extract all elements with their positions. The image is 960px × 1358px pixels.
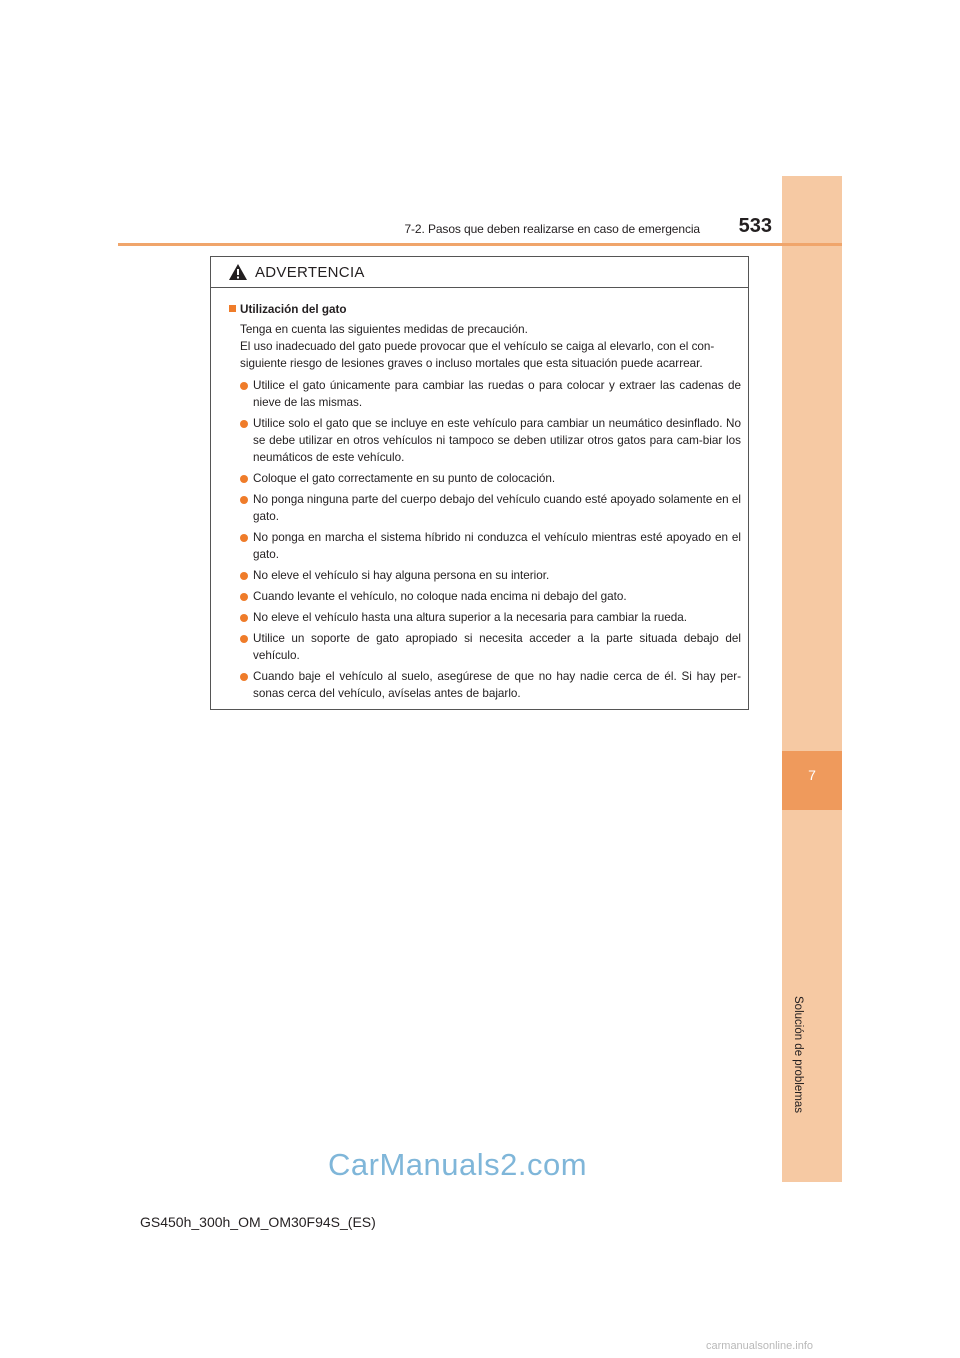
list-item: No ponga ninguna parte del cuerpo debajo del vehículo cuando esté apoyado solamente en el gato.	[229, 491, 741, 525]
chapter-number: 7	[808, 767, 816, 783]
list-item: No eleve el vehículo hasta una altura superior a la necesaria para cambiar la rueda.	[229, 609, 741, 626]
bullet-dot-icon	[240, 673, 248, 681]
chapter-title: Solución de problemas	[792, 996, 804, 1113]
list-item: No ponga en marcha el sistema híbrido ni conduzca el vehículo mientras esté apoyado en el gato.	[229, 529, 741, 563]
warning-subhead	[229, 301, 741, 318]
bullet-dot-icon	[240, 635, 248, 643]
warning-intro	[229, 321, 741, 372]
warning-box	[210, 256, 749, 710]
list-item: Cuando levante el vehículo, no coloque nada encima ni debajo del gato.	[229, 588, 741, 605]
list-item: Utilice un soporte de gato apropiado si necesita acceder a la parte situada debajo del vehículo.	[229, 630, 741, 664]
warning-body	[211, 288, 748, 702]
watermark-logo[interactable]: CarManuals2.com	[328, 1147, 588, 1182]
list-item: Coloque el gato correctamente en su punto de colocación.	[229, 470, 741, 487]
bullet-dot-icon	[240, 572, 248, 580]
square-bullet-icon	[229, 305, 236, 312]
warning-triangle-icon	[228, 263, 248, 281]
bullet-dot-icon	[240, 475, 248, 483]
bullet-dot-icon	[240, 420, 248, 428]
bullet-dot-icon	[240, 496, 248, 504]
document-code: GS450h_300h_OM_OM30F94S_(ES)	[140, 1214, 376, 1230]
list-item: Cuando baje el vehículo al suelo, asegúrese de que no hay nadie cerca de él. Si hay per-sonas cerca del vehículo, avíselas antes de bajarlo.	[229, 668, 741, 702]
section-title: 7-2. Pasos que deben realizarse en caso de emergencia	[404, 222, 700, 236]
chapter-side-tab	[782, 176, 842, 1182]
intro-line: Tenga en cuenta las siguientes medidas de precaución.	[240, 323, 528, 336]
warning-header	[211, 257, 748, 288]
header-rule	[118, 243, 842, 246]
warning-bullet-list	[229, 377, 741, 702]
list-item: No eleve el vehículo si hay alguna persona en su interior.	[229, 567, 741, 584]
page-number: 533	[738, 215, 772, 237]
bullet-dot-icon	[240, 593, 248, 601]
list-item: Utilice el gato únicamente para cambiar las ruedas o para colocar y extraer las cadenas de nieve de las mismas.	[229, 377, 741, 411]
list-item: Utilice solo el gato que se incluye en este vehículo para cambiar un neumático desinflado. No se debe utilizar en otros vehículos ni tampoco se deben utilizar otros gatos para cam-biar los neumáticos de este vehículo.	[229, 415, 741, 466]
bullet-dot-icon	[240, 534, 248, 542]
bullet-dot-icon	[240, 382, 248, 390]
warning-title: ADVERTENCIA	[255, 264, 365, 281]
bullet-dot-icon	[240, 614, 248, 622]
warning-subhead-text: Utilización del gato	[240, 303, 347, 316]
intro-line: El uso inadecuado del gato puede provocar que el vehículo se caiga al elevarlo, con el con-siguiente riesgo de lesiones graves o incluso mortales que esta situación puede acarrear.	[240, 340, 715, 370]
watermark-url[interactable]: carmanualsonline.info	[706, 1340, 814, 1352]
